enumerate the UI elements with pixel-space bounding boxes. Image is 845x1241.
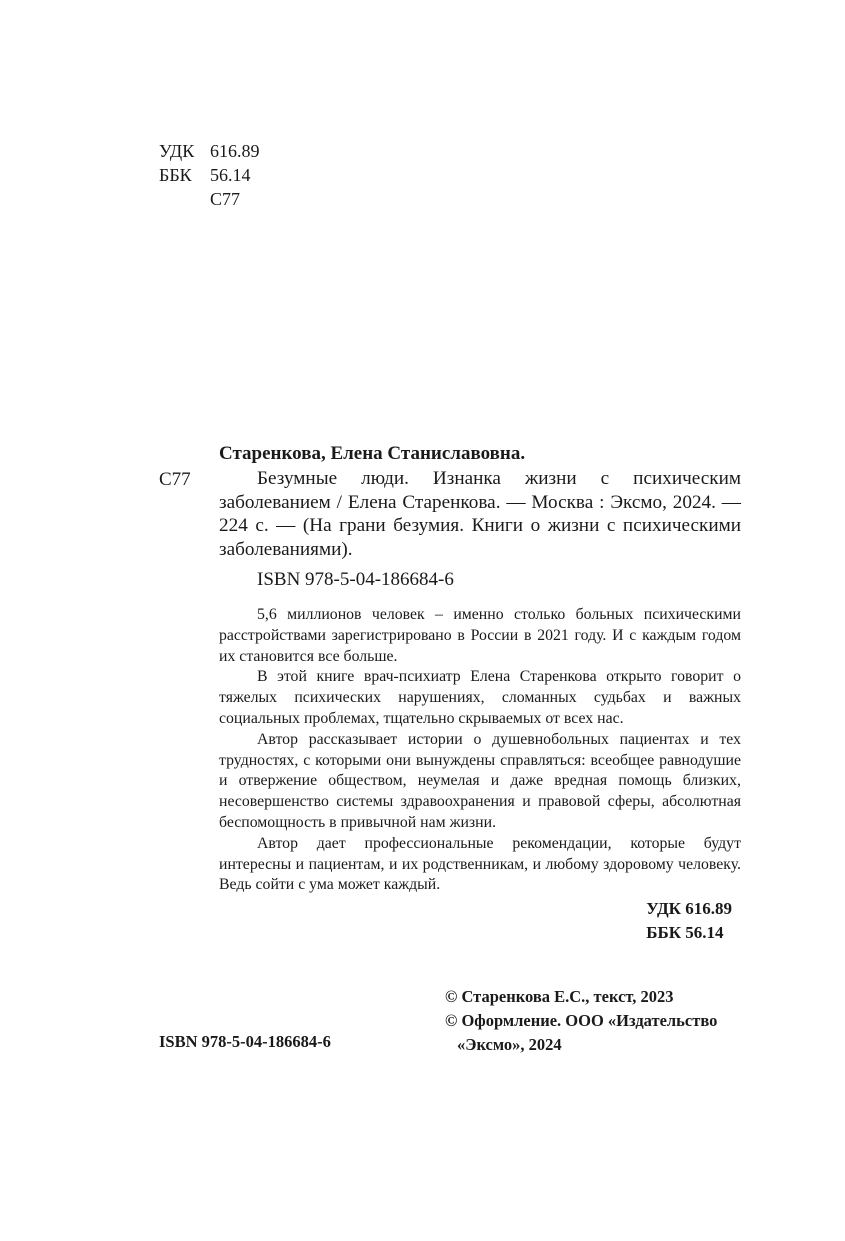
bbk-label: ББК — [159, 165, 192, 185]
copyright-line: © Старенкова Е.С., текст, 2023 — [445, 987, 674, 1006]
author-mark-value: С77 — [210, 189, 241, 209]
author-mark-row — [159, 187, 260, 211]
abstract — [219, 605, 741, 896]
copyright-line: «Эксмо», 2024 — [457, 1035, 562, 1054]
abstract-paragraph: 5,6 миллионов человек – именно столько больных психическими расстройствами зарегистрировано в России в 2021 году. И с каждым годом их становится все больше. — [219, 606, 741, 665]
abstract-paragraph: Автор рассказывает истории о душевнобольных пациентах и тех трудностях, с которыми они вынуждены справляться: всеобщее равнодушие и отвержение обществом, неумелая и даже вредная помощь близких, несовершенство системы здравоохранения и правовой сферы, абсолютная беспомощность в привычной нам жизни. — [219, 730, 741, 831]
udk-label: УДК — [159, 141, 195, 161]
bbk-row — [159, 163, 260, 187]
classification-codes-top — [159, 139, 260, 211]
udk-code: УДК 616.89 — [646, 899, 732, 918]
copyright-block — [445, 985, 745, 1057]
copyright-line: © Оформление. ООО «Издательство — [445, 1011, 718, 1030]
author-mark-label — [159, 187, 210, 211]
classification-codes-bottom — [646, 897, 732, 945]
abstract-paragraph: Автор дает профессиональные рекомендации, которые будут интересны и пациентам, и их родственникам, и любому здоровому человеку. Ведь сойти с ума может каждый. — [219, 834, 741, 894]
udk-value: 616.89 — [210, 141, 260, 161]
bbk-code: ББК 56.14 — [646, 923, 724, 942]
isbn-bottom: ISBN 978-5-04-186684-6 — [159, 1032, 331, 1051]
abstract-paragraph: В этой книге врач-психиатр Елена Старенкова открыто говорит о тяжелых психических нарушениях, сломанных судьбах и важных социальных проблемах, тщательно скрываемых от всех нас. — [219, 668, 741, 727]
cutter-number: С77 — [159, 469, 191, 490]
isbn-line: ISBN 978-5-04-186684-6 — [257, 569, 454, 590]
bibliographic-entry: Безумные люди. Изнанка жизни с психическим заболеванием / Елена Старенкова. — Москва : Эксмо, 2024. — 224 с. — (На грани безумия. Книги о жизни с психическими заболеваниями). — [219, 468, 741, 560]
author-heading: Старенкова, Елена Станиславовна. — [219, 443, 526, 464]
bbk-value: 56.14 — [210, 165, 251, 185]
udk-row — [159, 139, 260, 163]
